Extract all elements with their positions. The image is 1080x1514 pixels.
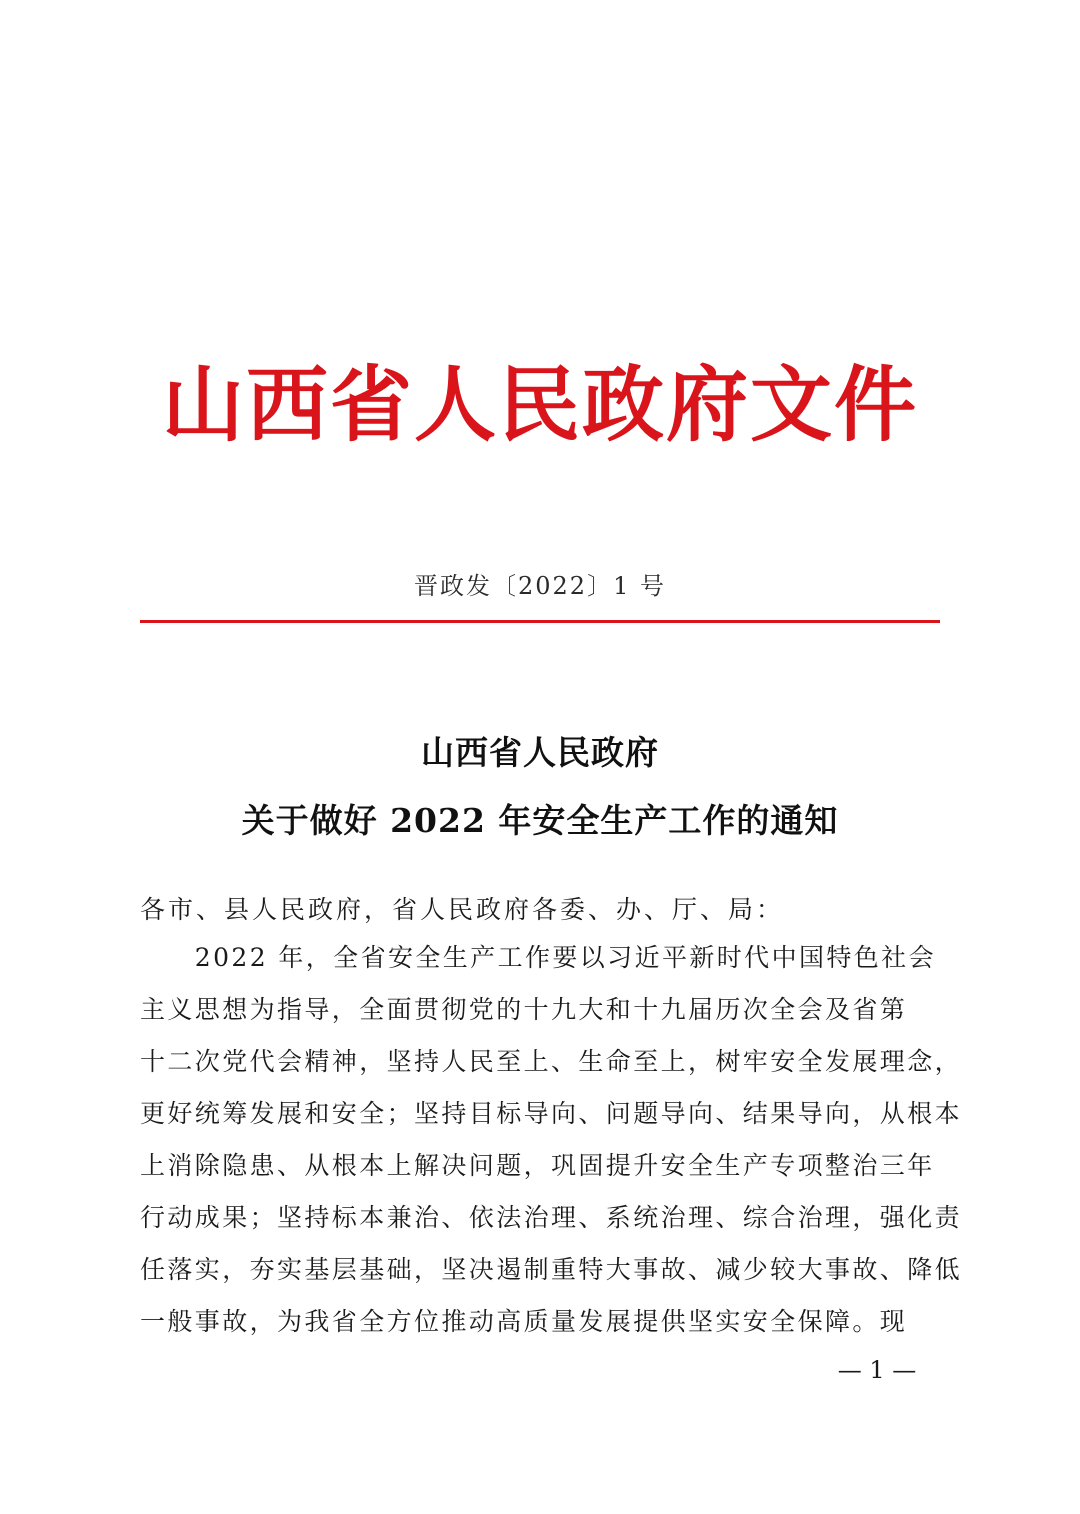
- body-line: 主义思想为指导，全面贯彻党的十九大和十九届历次全会及省第: [140, 995, 908, 1024]
- body-line: 任落实，夯实基层基础，坚决遏制重特大事故、减少较大事故、降低: [140, 1255, 963, 1284]
- salutation: 各市、县人民政府，省人民政府各委、办、厅、局：: [140, 895, 785, 924]
- notice-title-line-1: 山西省人民政府: [421, 733, 659, 772]
- body-line: 上消除隐患、从根本上解决问题，巩固提升安全生产专项整治三年: [140, 1151, 935, 1180]
- document-masthead: 山西省人民政府文件: [161, 357, 918, 453]
- body-line: 更好统筹发展和安全；坚持目标导向、问题导向、结果导向，从根本: [140, 1099, 963, 1128]
- red-divider-line: [140, 620, 940, 623]
- body-line: 十二次党代会精神，坚持人民至上、生命至上，树牢安全发展理念，: [140, 1047, 963, 1076]
- body-line: 一般事故，为我省全方位推动高质量发展提供坚实安全保障。现: [140, 1307, 908, 1336]
- page-number: — 1 —: [837, 1356, 917, 1384]
- body-line: 行动成果；坚持标本兼治、依法治理、系统治理、综合治理，强化责: [140, 1203, 963, 1232]
- notice-title-line-2: 关于做好 2022 年安全生产工作的通知: [241, 801, 839, 840]
- document-number: 晋政发〔2022〕1 号: [414, 572, 666, 600]
- body-line: 2022 年，全省安全生产工作要以习近平新时代中国特色社会: [140, 943, 936, 972]
